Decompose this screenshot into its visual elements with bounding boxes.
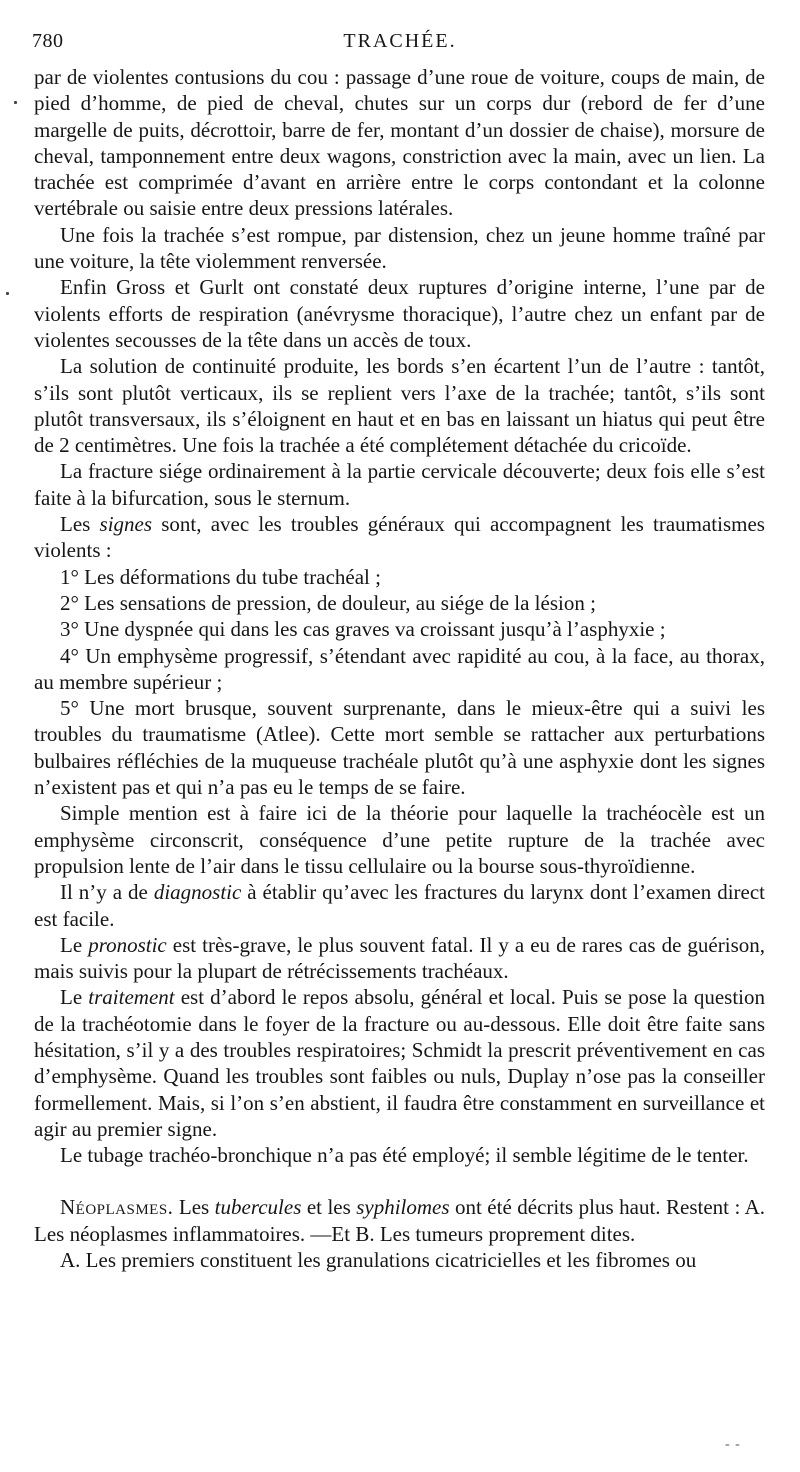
list-item: 5° Une mort brusque, souvent surprenante, dans le mieux-être qui a suivi les troubles du traumatisme (Atlee). Cette mort semble se rattacher aux perturbations bulbaires réfléchies de la muqueuse trachéale plutôt qu’à une asphyxie dont les signes n’existent pas et qui n’a pas eu le temps de se faire. [34,696,765,800]
paragraph: Simple mention est à faire ici de la théorie pour laquelle la trachéocèle est un emphysème circonscrit, conséquence d’une petite rupture de la trachée avec propulsion lente de l’air dans le tissu cellulaire ou la bourse sous-thyroïdienne. [34,801,765,878]
list-item: 2° Les sensations de pression, de douleur, au siége de la lésion ; [60,590,596,615]
margin-speck [14,101,17,104]
italic-term: signes [99,512,153,537]
paragraph: Il n’y a de diagnostic à établir qu’avec les fractures du larynx dont l’examen direct est facile. [34,880,766,931]
paragraph: Les signes sont, avec les troubles généraux qui accompagnent les traumatismes violents : [34,512,765,563]
running-title: TRACHÉE. [343,30,457,52]
section-paragraph: Néoplasmes. Les tubercules et les syphilomes ont été décrits plus haut. Restent : A. Les néoplasmes inflammatoires. —Et B. Les tumeurs proprement dites. [34,1195,765,1246]
paragraph: La fracture siége ordinairement à la partie cervicale découverte; deux fois elle s’est faite à la bifurcation, sous le sternum. [34,459,765,510]
footer-marks: - - [725,1437,741,1452]
running-head [32,30,768,60]
italic-term: diagnostic [153,880,242,905]
body-text [34,64,765,1273]
margin-speck [6,292,9,295]
section-heading: Néoplasmes. [60,1195,174,1220]
paragraph: Le tubage trachéo-bronchique n’a pas été employé; il semble légitime de le tenter. [60,1143,749,1168]
paragraph: Le pronostic est très-grave, le plus souvent fatal. Il y a eu de rares cas de guérison, mais suivis pour la plupart de rétrécissements trachéaux. [34,932,765,984]
paragraph: Le traitement est d’abord le repos absolu, général et local. Puis se pose la question de la trachéotomie dans le foyer de la fracture ou au-dessous. Elle doit être faite sans hésitation, s’il y a des troubles respiratoires; Schmidt la prescrit préventivement en cas d’emphysème. Quand les troubles sont faibles ou nuls, Duplay n’ose pas la conseiller formellement. Mais, si l’on s’en abstient, il faudra être constamment en surveillance et agir au premier signe. [34,985,765,1141]
paragraph: La solution de continuité produite, les bords s’en écartent l’un de l’autre : tantôt, s’ils sont plutôt verticaux, ils se replient vers l’axe de la trachée; tantôt, s’ils sont plutôt transversaux, ils s’éloignent en haut et en bas en laissant un hiatus qui peut être de 2 centimètres. Une fois la trachée a été complétement détachée du cricoïde. [34,354,765,458]
list-item: 3° Une dyspnée qui dans les cas graves va croissant jusqu’à l’asphyxie ; [60,617,666,642]
page-number: 780 [32,30,64,52]
italic-term: traitement [88,985,175,1010]
paragraph: Enfin Gross et Gurlt ont constaté deux ruptures d’origine interne, l’une par de violents efforts de respiration (anévrysme thoracique), l’autre chez un enfant par de violentes secousses de la tête dans un accès de toux. [34,275,765,352]
italic-term: pronostic [88,932,167,957]
paragraph: Une fois la trachée s’est rompue, par distension, chez un jeune homme traîné par une voiture, la tête violemment renversée. [34,222,765,274]
italic-term: syphilomes [356,1195,450,1220]
paragraph: par de violentes contusions du cou : passage d’une roue de voiture, coups de main, de pied d’homme, de pied de cheval, chutes sur un corps dur (rebord de fer d’une margelle de puits, décrottoir, barre de fer, montant d’un dossier de chaise), morsure de cheval, tamponnement entre deux wagons, constriction avec la main, avec un lien. La trachée est comprimée d’avant en arrière entre le corps contondant et la colonne vertébrale ou saisie entre deux pressions latérales. [34,65,765,221]
list-item: 1° Les déformations du tube trachéal ; [60,564,381,589]
italic-term: tubercules [214,1195,302,1220]
paragraph: A. Les premiers constituent les granulations cicatricielles et les fibromes ou [60,1248,697,1273]
list-item: 4° Un emphysème progressif, s’étendant avec rapidité au cou, à la face, au thorax, au membre supérieur ; [34,643,765,694]
